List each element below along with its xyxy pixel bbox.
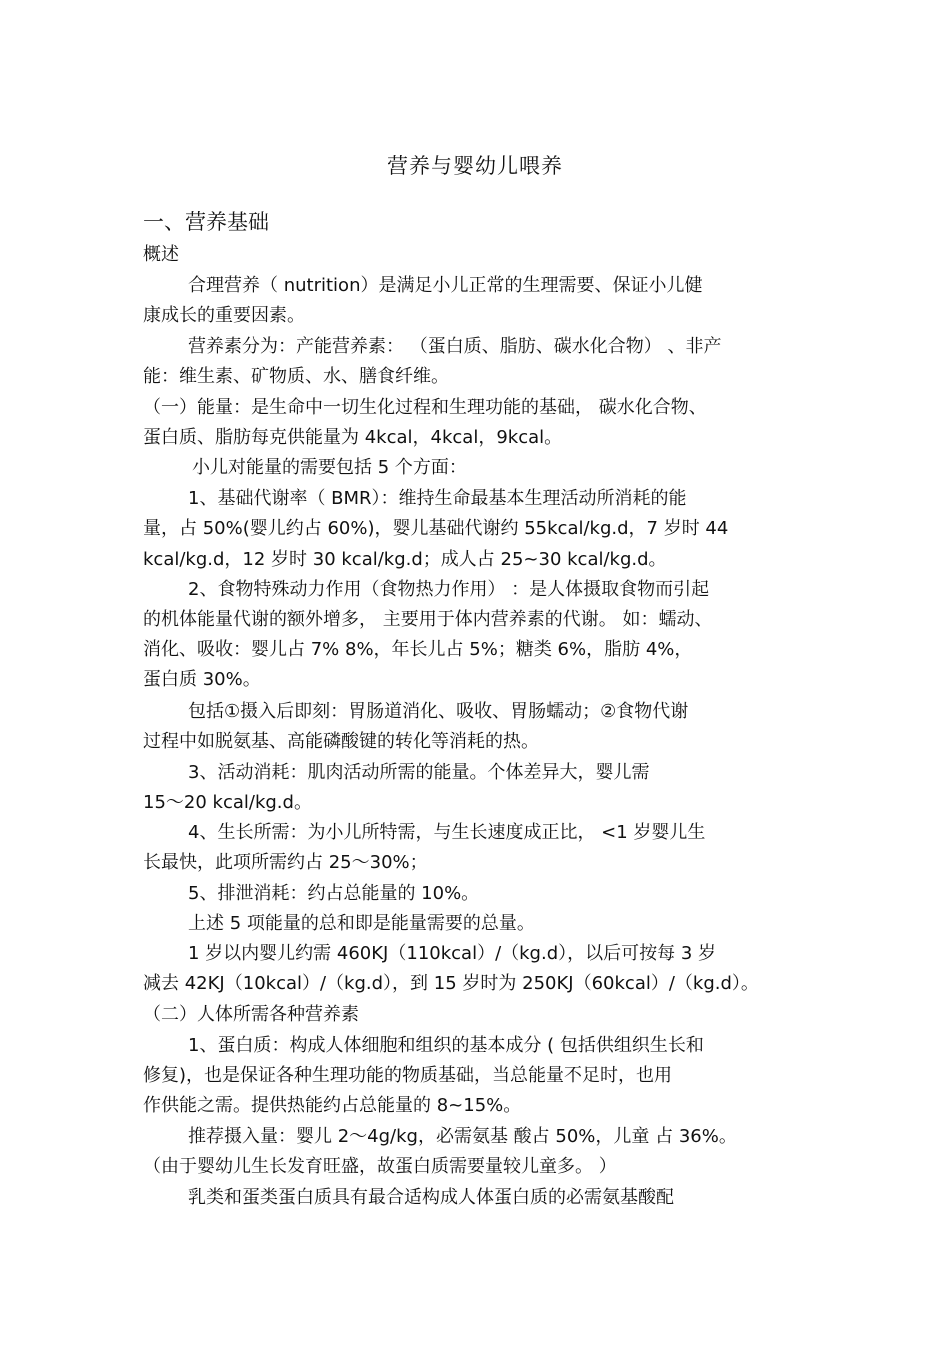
paragraph-line: 蛋白质 30%。 — [143, 669, 261, 690]
paragraph-line: 乳类和蛋类蛋白质具有最合适构成人体蛋白质的必需氨基酸配 — [188, 1187, 674, 1208]
paragraph-line: 长最快，此项所需约占 25～30%； — [143, 852, 428, 873]
paragraph-line: 的机体能量代谢的额外增多， 主要用于体内营养素的代谢。 如：蠕动、 — [143, 609, 713, 630]
paragraph-line: 修复)，也是保证各种生理功能的物质基础，当总能量不足时，也用 — [143, 1065, 673, 1086]
document-title: 营养与婴幼儿喂养 — [387, 154, 563, 178]
paragraph-line: 1、基础代谢率（ BMR）：维持生命最基本生理活动所消耗的能 — [188, 488, 687, 509]
paragraph-line: 小儿对能量的需要包括 5 个方面： — [192, 457, 467, 478]
paragraph-line: 2、食物特殊动力作用（食物热力作用） ：是人体摄取食物而引起 — [188, 579, 710, 600]
paragraph-line: 包括①摄入后即刻：胃肠道消化、吸收、胃肠蠕动；②食物代谢 — [188, 701, 689, 722]
paragraph-line: 作供能之需。提供热能约占总能量的 8~15%。 — [143, 1095, 522, 1116]
paragraph-line: 4、生长所需：为小儿所特需，与生长速度成正比， <1 岁婴儿生 — [188, 822, 706, 843]
paragraph-line: 1、蛋白质：构成人体细胞和组织的基本成分 ( 包括供组织生长和 — [188, 1035, 704, 1056]
paragraph-line: 量，占 50%(婴儿约占 60%)，婴儿基础代谢约 55kcal/kg.d，7 岁时 44 — [143, 518, 729, 539]
paragraph-line: 5、排泄消耗：约占总能量的 10%。 — [188, 883, 480, 904]
paragraph-line: 1 岁以内婴儿约需 460KJ（110kcal）/（kg.d），以后可按每 3 岁 — [188, 943, 717, 964]
subheading-overview: 概述 — [143, 244, 179, 265]
paragraph-line: 15～20 kcal/kg.d。 — [143, 792, 312, 813]
paragraph-line: 减去 42KJ（10kcal）/（kg.d），到 15 岁时为 250KJ（60kcal）/（kg.d）。 — [143, 973, 759, 994]
paragraph-line: （二）人体所需各种营养素 — [143, 1004, 359, 1025]
paragraph-line: 推荐摄入量：婴儿 2～4g/kg，必需氨基 酸占 50%，儿童 占 36%。 — [188, 1126, 737, 1147]
paragraph-line: 能：维生素、矿物质、水、膳食纤维。 — [143, 366, 449, 387]
section-heading: 一、营养基础 — [143, 210, 269, 234]
paragraph-line: 康成长的重要因素。 — [143, 305, 305, 326]
paragraph-line: 营养素分为：产能营养素： （蛋白质、脂肪、碳水化合物） 、非产 — [188, 336, 722, 357]
paragraph-line: 消化、吸收：婴儿占 7% 8%，年长儿占 5%；糖类 6%，脂肪 4%， — [143, 639, 693, 660]
paragraph-line: 蛋白质、脂肪每克供能量为 4kcal，4kcal，9kcal。 — [143, 427, 563, 448]
paragraph-line: 上述 5 项能量的总和即是能量需要的总量。 — [188, 913, 535, 934]
paragraph-line: 过程中如脱氨基、高能磷酸键的转化等消耗的热。 — [143, 731, 539, 752]
paragraph-line: kcal/kg.d，12 岁时 30 kcal/kg.d；成人占 25~30 kcal/kg.d。 — [143, 549, 667, 570]
paragraph-line: 合理营养（ nutrition）是满足小儿正常的生理需要、保证小儿健 — [188, 275, 703, 296]
paragraph-line: （由于婴幼儿生长发育旺盛，故蛋白质需要量较儿童多。 ） — [143, 1156, 617, 1177]
paragraph-line: 3、活动消耗：肌肉活动所需的能量。个体差异大，婴儿需 — [188, 762, 650, 783]
paragraph-line: （一）能量：是生命中一切生化过程和生理功能的基础， 碳水化合物、 — [143, 397, 707, 418]
